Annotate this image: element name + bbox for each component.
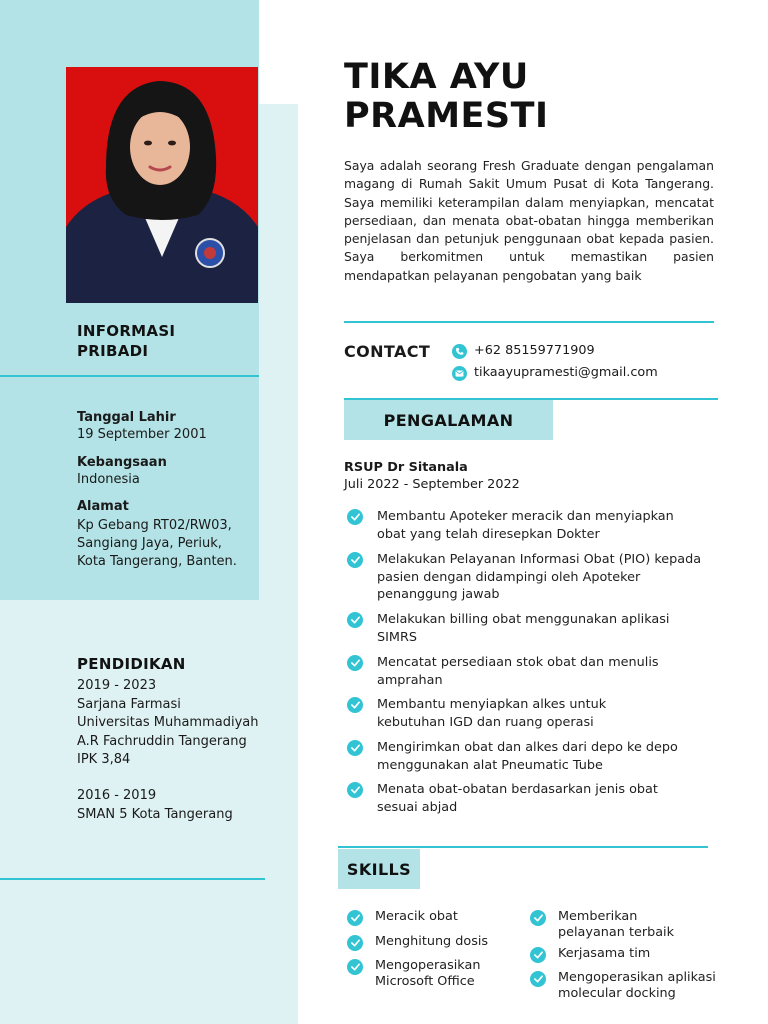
divider — [344, 321, 714, 323]
skill-item — [530, 909, 730, 941]
experience-item-line: Membantu menyiapkan alkes untuk — [377, 697, 607, 712]
check-circle-icon — [347, 697, 363, 713]
email-address: tikaayupramesti@gmail.com — [474, 365, 658, 380]
experience-item — [347, 508, 712, 543]
job-period: Juli 2022 - September 2022 — [344, 477, 520, 492]
check-circle-icon — [347, 740, 363, 756]
skill-item-line: Kerjasama tim — [558, 946, 651, 961]
check-circle-icon — [347, 509, 363, 525]
check-circle-icon — [347, 910, 363, 926]
contact-title: CONTACT — [344, 342, 431, 361]
birth-date-block — [77, 409, 257, 443]
divider — [338, 846, 708, 848]
address-label: Alamat — [77, 499, 129, 514]
education-entry — [77, 677, 287, 770]
education-title: PENDIDIKAN — [77, 655, 186, 673]
skills-title: SKILLS — [338, 849, 420, 889]
skill-item-text — [558, 946, 650, 963]
skill-item — [347, 909, 517, 926]
nationality-label: Kebangsaan — [77, 455, 167, 470]
skill-item-text — [375, 909, 458, 926]
education-years: 2019 - 2023 — [77, 678, 157, 693]
check-circle-icon — [347, 935, 363, 951]
personal-info-title-line2: PRIBADI — [77, 342, 149, 360]
check-circle-icon — [347, 612, 363, 628]
skill-item-text — [375, 934, 488, 951]
candidate-name-line1: TIKA AYU — [344, 57, 529, 97]
experience-item-text — [377, 508, 674, 543]
education-line: Sarjana Farmasi — [77, 696, 181, 712]
experience-item-text — [377, 696, 606, 731]
education-entry — [77, 787, 287, 824]
candidate-name — [344, 58, 724, 136]
experience-item — [347, 551, 712, 604]
education-line: A.R Fachruddin Tangerang — [77, 733, 247, 749]
check-circle-icon — [347, 782, 363, 798]
experience-item — [347, 696, 712, 731]
address-block — [77, 498, 257, 571]
experience-item-text — [377, 611, 669, 646]
experience-item — [347, 781, 712, 816]
experience-item — [347, 739, 712, 774]
email-icon — [452, 366, 467, 381]
left-panel-strip — [259, 104, 298, 600]
skill-item — [347, 958, 517, 990]
skill-item-line: Menghitung dosis — [375, 934, 489, 949]
skill-item — [530, 946, 730, 963]
experience-item-line: obat yang telah diresepkan Dokter — [377, 526, 600, 542]
experience-title: PENGALAMAN — [344, 400, 553, 440]
address-line: Sangiang Jaya, Periuk, — [77, 536, 222, 551]
address-line: Kota Tangerang, Banten. — [77, 554, 237, 569]
experience-item-text — [377, 781, 658, 816]
check-circle-icon — [530, 971, 546, 987]
skill-item-line: Mengoperasikan — [375, 958, 481, 973]
nationality-block — [77, 454, 257, 488]
phone-icon — [452, 344, 467, 359]
profile-summary: Saya adalah seorang Fresh Graduate dengan pengalaman magang di Rumah Sakit Umum Pusat di Kota Tangerang. Saya memiliki keterampilan dalam menyiapkan, mencatat persediaan, dan menata obat-obatan hingga memberikan penjelasan dan petunjuk penggunaan obat kepada pasien. Saya berkomitmen untuk memastikan pasien mendapatkan pelayanan pengobatan yang baik — [344, 158, 714, 283]
skill-item-line: Mengoperasikan aplikasi — [558, 970, 716, 985]
experience-item-line: pasien dengan didampingi oleh Apoteker — [377, 569, 641, 585]
experience-item-line: Mengirimkan obat dan alkes dari depo ke depo — [377, 740, 678, 755]
experience-item — [347, 654, 712, 689]
skill-item-line: Memberikan — [558, 909, 638, 924]
experience-item-line: sesuai abjad — [377, 799, 458, 815]
experience-item-line: Melakukan billing obat menggunakan aplikasi — [377, 612, 670, 627]
experience-item-text — [377, 551, 701, 604]
birth-date-value: 19 September 2001 — [77, 427, 207, 442]
phone-number: +62 85159771909 — [474, 343, 595, 358]
skill-item-text — [375, 958, 480, 990]
experience-item-line: kebutuhan IGD dan ruang operasi — [377, 714, 594, 730]
skill-item-text — [558, 970, 716, 1002]
education-years: 2016 - 2019 — [77, 788, 157, 803]
check-circle-icon — [347, 552, 363, 568]
experience-item-line: Melakukan Pelayanan Informasi Obat (PIO) kepada — [377, 552, 702, 567]
address-line: Kp Gebang RT02/RW03, — [77, 518, 232, 533]
skill-item-text — [558, 909, 674, 941]
profile-photo — [66, 67, 258, 303]
experience-item-line: Membantu Apoteker meracik dan menyiapkan — [377, 509, 674, 524]
skill-item-line: molecular docking — [558, 986, 676, 1001]
experience-item-line: menggunakan alat Pneumatic Tube — [377, 757, 603, 773]
candidate-name-line2: PRAMESTI — [344, 96, 549, 136]
skill-item-line: pelayanan terbaik — [558, 925, 675, 940]
experience-item-text — [377, 739, 678, 774]
contact-email[interactable] — [452, 365, 658, 381]
personal-info-title — [77, 321, 247, 361]
divider — [0, 375, 259, 377]
contact-phone[interactable] — [452, 343, 595, 359]
experience-item-line: Mencatat persediaan stok obat dan menulis — [377, 655, 659, 670]
skill-item-line: Microsoft Office — [375, 974, 475, 989]
birth-date-label: Tanggal Lahir — [77, 410, 176, 425]
education-line: IPK 3,84 — [77, 752, 131, 767]
check-circle-icon — [347, 655, 363, 671]
education-line: SMAN 5 Kota Tangerang — [77, 806, 233, 822]
education-line: Universitas Muhammadiyah — [77, 715, 259, 730]
check-circle-icon — [347, 959, 363, 975]
skill-item — [347, 934, 517, 951]
experience-item-line: amprahan — [377, 672, 443, 688]
experience-item-line: penanggung jawab — [377, 587, 500, 602]
experience-item-line: Menata obat-obatan berdasarkan jenis obat — [377, 782, 658, 797]
check-circle-icon — [530, 910, 546, 926]
experience-item-line: SIMRS — [377, 629, 417, 645]
experience-item — [347, 611, 712, 646]
personal-info-title-line1: INFORMASI — [77, 322, 176, 340]
experience-item-text — [377, 654, 659, 689]
nationality-value: Indonesia — [77, 472, 140, 487]
job-employer: RSUP Dr Sitanala — [344, 460, 468, 475]
check-circle-icon — [530, 947, 546, 963]
skill-item — [530, 970, 730, 1002]
skill-item-line: Meracik obat — [375, 909, 458, 924]
divider — [0, 878, 265, 880]
